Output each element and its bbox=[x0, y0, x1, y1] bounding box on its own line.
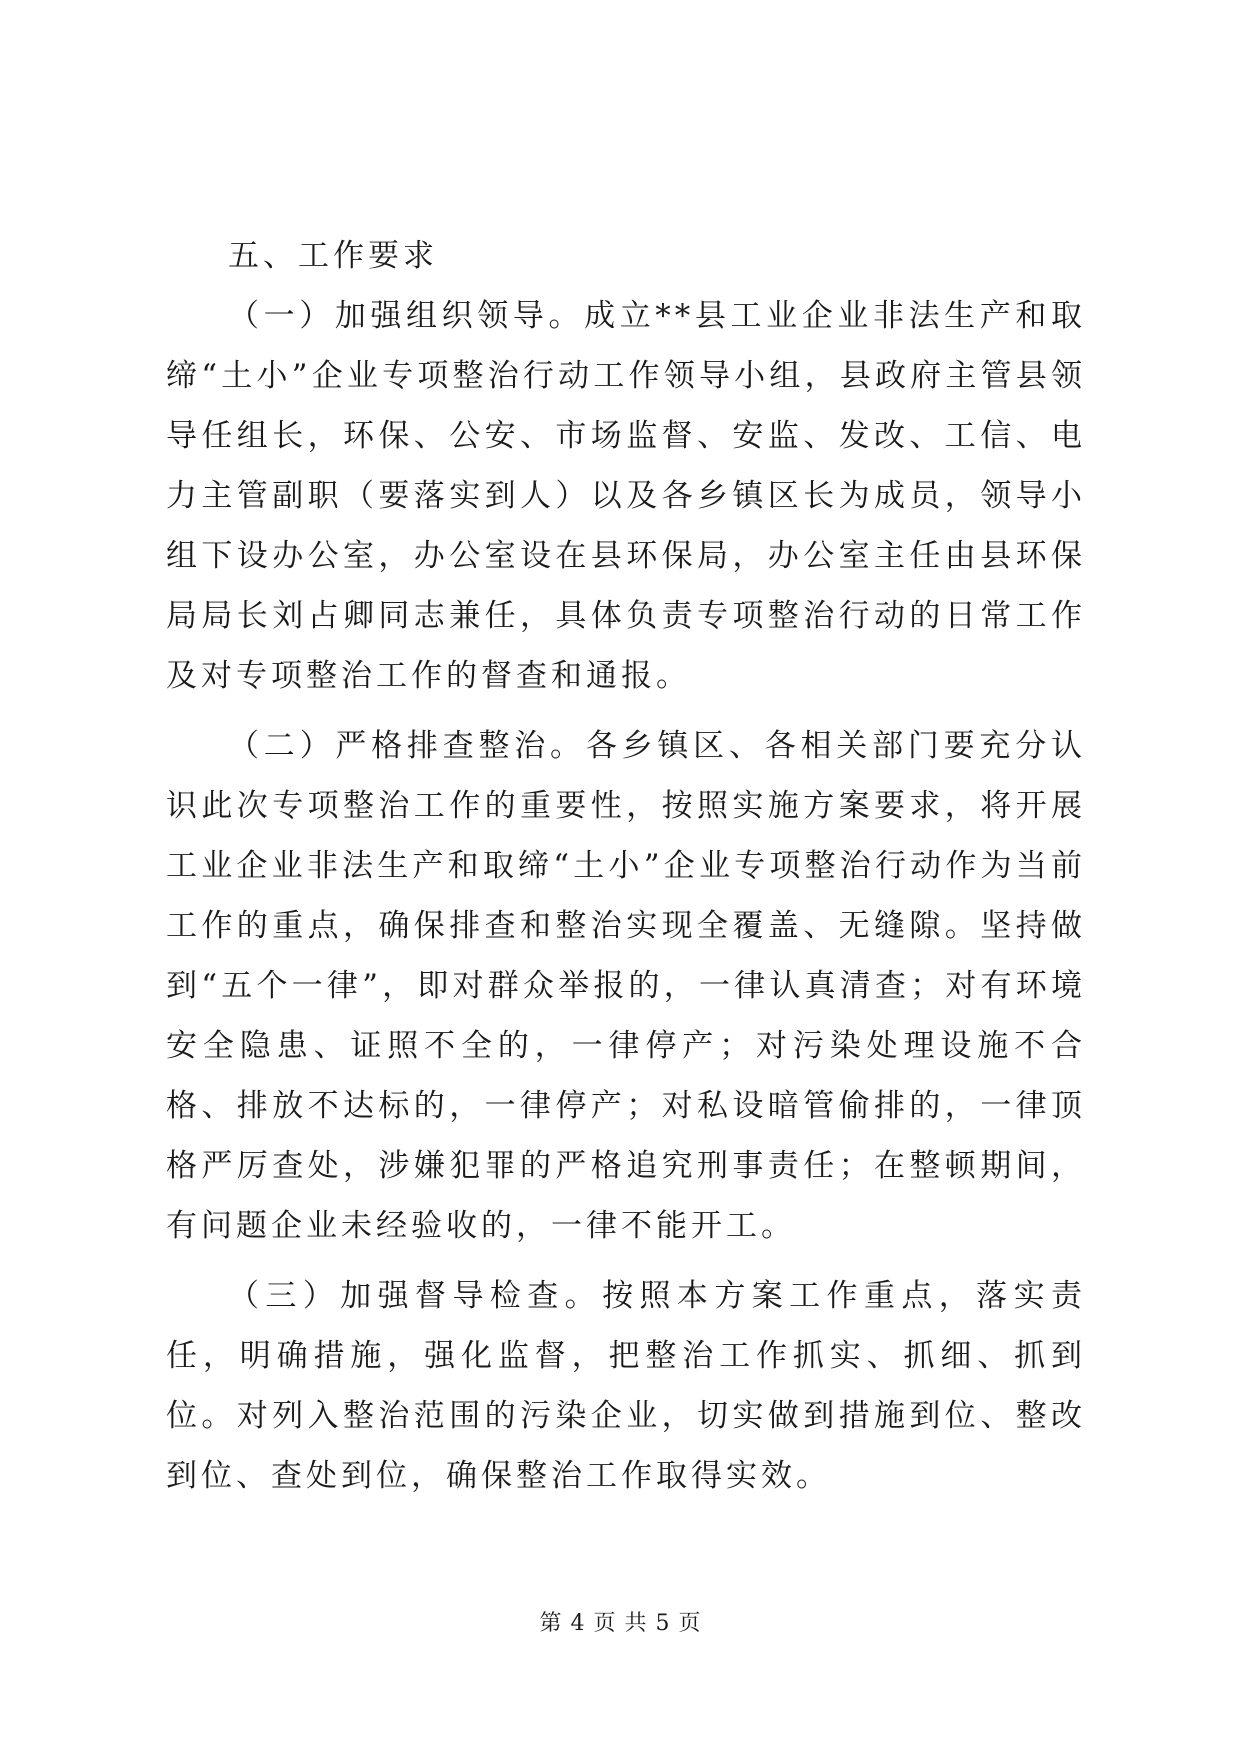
page-number-footer: 第 4 页 共 5 页 bbox=[539, 1611, 702, 1636]
paragraph-strict-inspection: （二）严格排查整治。各乡镇区、各相关部门要充分认识此次专项整治工作的重要性，按照实施方案要求，将开展工业企业非法生产和取缔“土小”企业专项整治行动作为当前工作的重点，确保排查和整治实现全覆盖、无缝隙。坚持做到“五个一律”，即对群众举报的，一律认真清查；对有环境安全隐患、证照不全的，一律停产；对污染处理设施不合格、排放不达标的，一律停产；对私设暗管偷排的，一律顶格严厉查处，涉嫌犯罪的严格追究刑事责任；在整顿期间，有问题企业未经验收的，一律不能开工。 bbox=[166, 728, 1086, 1244]
section-heading: 五、工作要求 bbox=[228, 238, 438, 274]
paragraph-organization-leadership: （一）加强组织领导。成立**县工业企业非法生产和取缔“土小”企业专项整治行动工作领导小组，县政府主管县领导任组长，环保、公安、市场监督、安监、发改、工信、电力主管副职（要落实到人）以及各乡镇区长为成员，领导小组下设办公室，办公室设在县环保局，办公室主任由县环保局局长刘占卿同志兼任，具体负责专项整治行动的日常工作及对专项整治工作的督查和通报。 bbox=[166, 298, 1086, 694]
paragraph-supervision-check: （三）加强督导检查。按照本方案工作重点，落实责任，明确措施，强化监督，把整治工作抓实、抓细、抓到位。对列入整治范围的污染企业，切实做到措施到位、整改到位、查处到位，确保整治工作取得实效。 bbox=[166, 1278, 1086, 1494]
document-body bbox=[166, 226, 1086, 1506]
